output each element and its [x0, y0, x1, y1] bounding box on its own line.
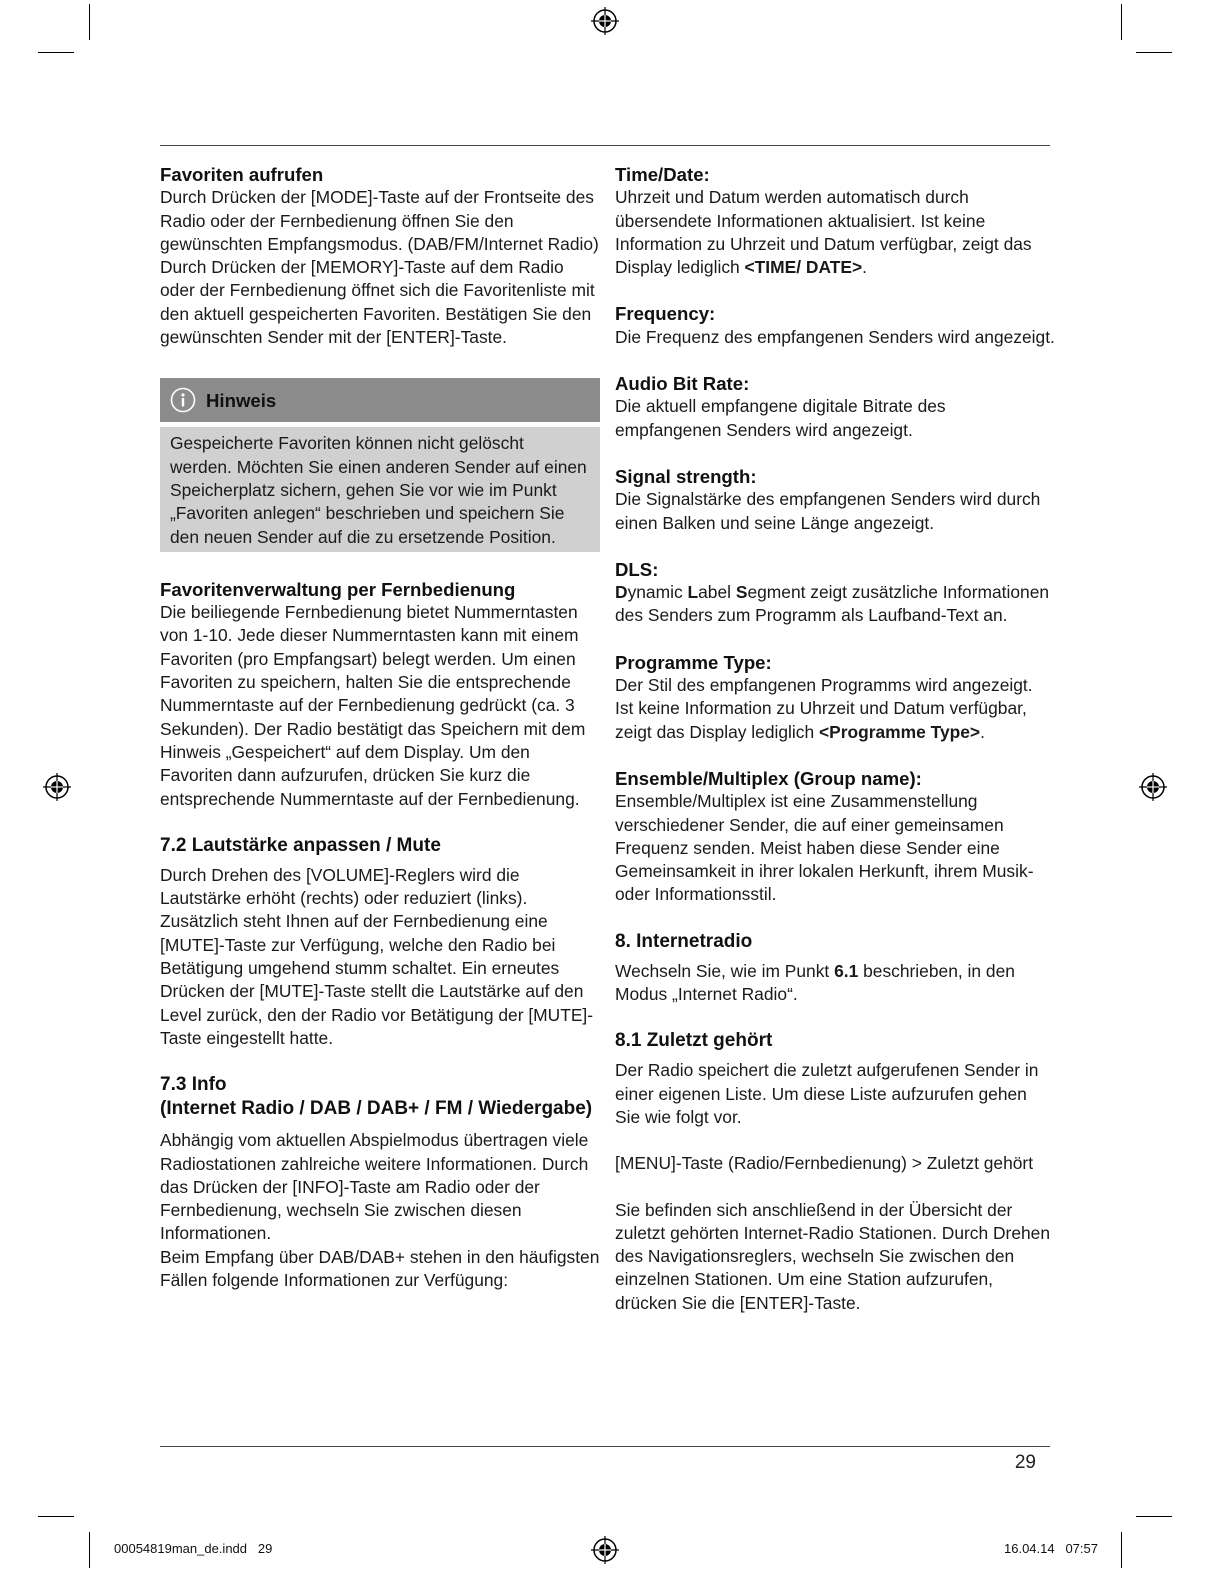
- registration-mark-icon: [1138, 772, 1168, 802]
- section-heading: 7.2 Lautstärke anpassen / Mute: [160, 834, 441, 856]
- section-text: [615, 581, 1055, 628]
- section-text: Durch Drehen des [VOLUME]-Reglers wird die Lautstärke erhöht (rechts) oder reduziert (links). Zusätzlich steht Ihnen auf der Fernbedienung eine [MUTE]-Taste zur Verfügung, welche den Radio bei Betätigung umgehend stumm schaltet. Ein erneutes Drücken der [MUTE]-Taste stellt die Lautstärke auf den Level zurück, den der Radio vor Betätigung der [MUTE]-Taste eingestellt hatte.: [160, 864, 594, 1048]
- text-bold: 6.1: [834, 960, 859, 981]
- text-part: egment zeigt zusätzliche Informationen des Senders zum Programm als Laufband-Text an.: [615, 582, 1050, 626]
- hinweis-title: Hinweis: [206, 389, 277, 411]
- section-info: [160, 1073, 600, 1292]
- section-zuletzt-gehoert: [615, 1029, 1055, 1315]
- section-favoritenverwaltung: [160, 578, 600, 811]
- section-text: Beim Empfang über DAB/DAB+ stehen in den häufigsten Fällen folgende Informationen zur Verfügung:: [160, 1246, 600, 1290]
- hinweis-box: [160, 378, 600, 551]
- section-heading: 8.1 Zuletzt gehört: [615, 1030, 773, 1052]
- crop-mark: [89, 4, 90, 40]
- footer-file: 00054819man_de.indd 29: [114, 1541, 273, 1556]
- section-text: Ensemble/Multiplex ist eine Zusammenstellung verschiedener Sender, die auf einer gemeinsamen Frequenz senden. Meist haben diese Sender eine Gemeinsamkeit in ihrer lokalen Herkunft, ihrem Musik- oder Informationsstil.: [615, 791, 1034, 905]
- crop-mark: [1136, 52, 1172, 53]
- crop-mark: [1121, 1532, 1122, 1568]
- text-bold: <Programme Type>: [818, 721, 981, 742]
- crop-mark: [89, 1532, 90, 1568]
- footer-rule: [160, 1446, 1050, 1447]
- crop-mark: [38, 52, 74, 53]
- footer-date-time: 16.04.14 07:57: [1004, 1541, 1098, 1556]
- hinweis-body: [160, 427, 600, 551]
- section-heading: 8. Internetradio: [615, 930, 753, 952]
- section-title: Frequency:: [615, 303, 716, 325]
- crop-mark: [38, 1516, 74, 1517]
- text-part: Wechseln Sie, wie im Punkt: [615, 960, 835, 981]
- text-bold: L: [687, 582, 699, 603]
- heading-subtitle: (Internet Radio / DAB / DAB+ / FM / Wiedergabe): [160, 1098, 593, 1120]
- header-rule: [160, 145, 1050, 146]
- section-time-date: [615, 163, 1055, 279]
- text-bold: <TIME/ DATE>: [744, 257, 863, 278]
- section-ensemble: [615, 767, 1055, 907]
- section-text: Abhängig vom aktuellen Abspielmodus übertragen viele Radiostationen zahlreiche weitere Informationen. Durch das Drücken der [INFO]-Taste am Radio oder der Fernbedienung, wechseln Sie zwischen diesen Informationen.: [160, 1130, 589, 1244]
- text-bold: D: [615, 582, 628, 603]
- section-text: Die beiliegende Fernbedienung bietet Nummerntasten von 1-10. Jede dieser Nummerntasten kann mit einem Favoriten (pro Empfangsart) belegt werden. Um einen Favoriten zu speichern, halten Sie die entsprechende Nummerntaste auf der Fernbedienung gedrückt (ca. 3 Sekunden). Der Radio bestätigt das Speichern mit dem Hinweis „Gespeichert“ auf dem Display. Um den Favoriten dann aufzurufen, drücken Sie kurz die entsprechende Nummerntaste auf der Fernbedienung.: [160, 602, 586, 809]
- section-text: [615, 960, 1055, 1007]
- text-part: .: [980, 721, 985, 742]
- crop-mark: [1136, 1516, 1172, 1517]
- right-column: [615, 163, 1055, 1338]
- section-programme-type: [615, 651, 1055, 744]
- section-internetradio: [615, 930, 1055, 1007]
- section-title: Programme Type:: [615, 651, 772, 673]
- section-lautstaerke: [160, 834, 600, 1050]
- registration-mark-icon: [42, 772, 72, 802]
- text-part: beschrieben, in den Modus „Internet Radio“.: [615, 960, 1015, 1005]
- section-title: Audio Bit Rate:: [615, 373, 750, 395]
- hinweis-text: Gespeicherte Favoriten können nicht gelöscht werden. Möchten Sie einen anderen Sender auf einen Speicherplatz sichern, gehen Sie vor wie im Punkt „Favoriten anlegen“ beschrieben und speichern Sie den neuen Sender auf die zu ersetzende Position.: [170, 433, 587, 547]
- section-title: DLS:: [615, 558, 659, 580]
- text-part: Der Stil des empfangenen Programms wird angezeigt. Ist keine Information zu Uhrzeit und Datum verfügbar, zeigt das Display lediglich: [615, 675, 1033, 742]
- text-part: Uhrzeit und Datum werden automatisch durch übersendete Informationen aktualisiert. Ist keine Information zu Uhrzeit und Datum verfügbar, zeigt das Display lediglich: [615, 187, 1032, 278]
- section-heading: [160, 1073, 600, 1121]
- section-title: Favoritenverwaltung per Fernbedienung: [160, 578, 516, 600]
- section-dls: [615, 558, 1055, 628]
- section-text: [615, 674, 1055, 744]
- text-part: ynamic: [627, 582, 688, 603]
- section-title: Time/Date:: [615, 164, 710, 185]
- hinweis-header: [160, 378, 600, 422]
- page-number: 29: [1014, 1452, 1036, 1473]
- section-text: Die Signalstärke des empfangenen Senders wird durch einen Balken und seine Länge angezeigt.: [615, 489, 1041, 533]
- section-title: Signal strength:: [615, 465, 757, 487]
- registration-mark-icon: [590, 6, 620, 36]
- registration-mark-icon: [590, 1535, 620, 1565]
- crop-mark: [1121, 4, 1122, 40]
- left-column: [160, 163, 600, 1315]
- info-icon: [170, 387, 196, 413]
- heading-title: 7.3 Info: [160, 1074, 227, 1096]
- section-text: Sie befinden sich anschließend in der Übersicht der zuletzt gehörten Internet-Radio Stationen. Durch Drehen des Navigationsreglers, wechseln Sie zwischen den einzelnen Stationen. Um eine Station aufzurufen, drücken Sie die [ENTER]-Taste.: [615, 1199, 1051, 1313]
- text-part: .: [862, 257, 867, 278]
- section-text: Durch Drücken der [MODE]-Taste auf der Frontseite des Radio oder der Fernbedienung öffnen Sie den gewünschten Empfangsmodus. (DAB/FM/Internet Radio) Durch Drücken der [MEMORY]-Taste auf dem Radio oder der Fernbedienung öffnet sich die Favoritenliste mit den aktuell gespeicherten Favoriten. Bestätigen Sie den gewünschten Sender mit der [ENTER]-Taste.: [160, 187, 599, 348]
- text-bold: S: [735, 582, 748, 603]
- section-text: Die aktuell empfangene digitale Bitrate des empfangenen Senders wird angezeigt.: [615, 396, 946, 440]
- section-text: Der Radio speichert die zuletzt aufgerufenen Sender in einer eigenen Liste. Um diese Liste aufzurufen gehen Sie wie folgt vor.: [615, 1060, 1039, 1127]
- section-frequency: [615, 302, 1055, 349]
- section-title: Favoriten aufrufen: [160, 164, 324, 185]
- section-audio-bit-rate: [615, 372, 1055, 442]
- section-text: [MENU]-Taste (Radio/Fernbedienung) > Zuletzt gehört: [615, 1153, 1034, 1174]
- section-signal-strength: [615, 465, 1055, 535]
- section-text: [615, 186, 1055, 279]
- section-favoriten-aufrufen: [160, 163, 600, 349]
- section-text: Die Frequenz des empfangenen Senders wird angezeigt.: [615, 326, 1055, 347]
- section-title: Ensemble/Multiplex (Group name):: [615, 767, 922, 789]
- text-part: abel: [698, 582, 736, 603]
